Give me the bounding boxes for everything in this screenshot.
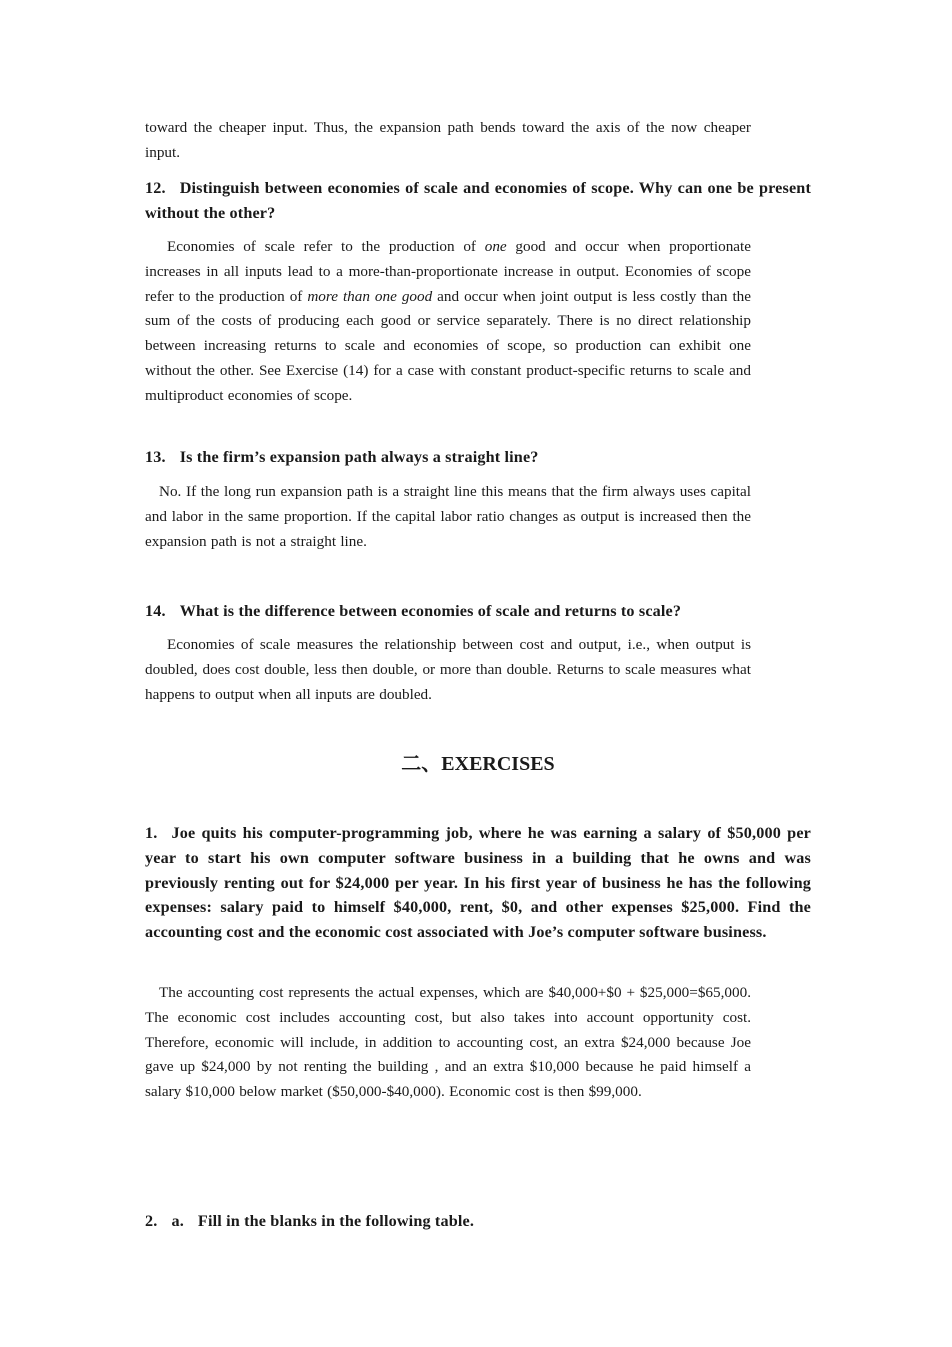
exercise-1 [145,821,811,945]
question-12-text: Distinguish between economies of scale and economies of scope. Why can one be present without the other? [145,179,811,222]
answer-12-part1: Economies of scale refer to the production of [167,238,485,255]
section-title: 二、EXERCISES [401,753,555,775]
question-14 [145,599,811,624]
question-14-number: 14. [145,602,166,620]
answer-12-part2: good and occur when proportionate increases in all inputs lead to a more-than-proportionate increase in output. Economies of scope refer to the production of [145,238,751,305]
exercise-1-number: 1. [145,824,158,842]
question-13-number: 13. [145,448,166,466]
question-14-text: What is the difference between economies of scale and returns to scale? [179,602,682,620]
continuation-paragraph: toward the cheaper input. Thus, the expansion path bends toward the axis of the now cheaper input. [145,119,751,161]
exercise-2-number: 2. [145,1212,158,1230]
exercise-2-text: Fill in the blanks in the following table. [197,1212,475,1230]
question-13 [145,445,811,470]
answer-12-emphasis-more: more than one good [307,287,433,305]
answer-12 [145,235,751,409]
exercise-2 [145,1209,811,1234]
answer-14: Economies of scale measures the relationship between cost and output, i.e., when output is doubled, does cost double, less then double, or more than double. Returns to scale measures what happens to output when all inputs are doubled. [145,636,751,703]
question-12 [145,176,811,226]
answer-12-part3: and occur when joint output is less costly than the sum of the costs of producing each good or service separately. There is no direct relationship between increasing returns to scale and economies of scope, so production can exhibit one without the other. See Exercise (14) for a case with constant product-specific returns to scale and multiproduct economies of scope. [145,287,751,404]
answer-exercise-1: The accounting cost represents the actual expenses, which are $40,000+$0 + $25,000=$65,000. The economic cost includes accounting cost, but also takes into account opportunity cost. Therefore, economic will include, in addition to accounting cost, an extra $24,000 because Joe gave up $24,000 by not renting the building , and an extra $10,000 because he paid himself a salary $10,000 below market ($50,000-$40,000). Economic cost is then $99,000. [145,984,751,1101]
answer-13: No. If the long run expansion path is a straight line this means that the firm always uses capital and labor in the same proportion. If the capital labor ratio changes as output is increased then the expansion path is not a straight line. [145,483,751,550]
exercise-2-part: a. [171,1212,184,1230]
question-12-number: 12. [145,179,166,197]
question-13-text: Is the firm’s expansion path always a straight line? [179,448,539,466]
exercise-1-text: Joe quits his computer-programming job, where he was earning a salary of $50,000 per year to start his own computer software business in a building that he owns and was previously renting out for $24,000 per year. In his first year of business he has the following expenses: salary paid to himself $40,000, rent, $0, and other expenses $25,000. Find the accounting cost and the economic cost associated with Joe’s computer software business. [145,824,811,942]
answer-12-emphasis-one: one [484,238,507,255]
